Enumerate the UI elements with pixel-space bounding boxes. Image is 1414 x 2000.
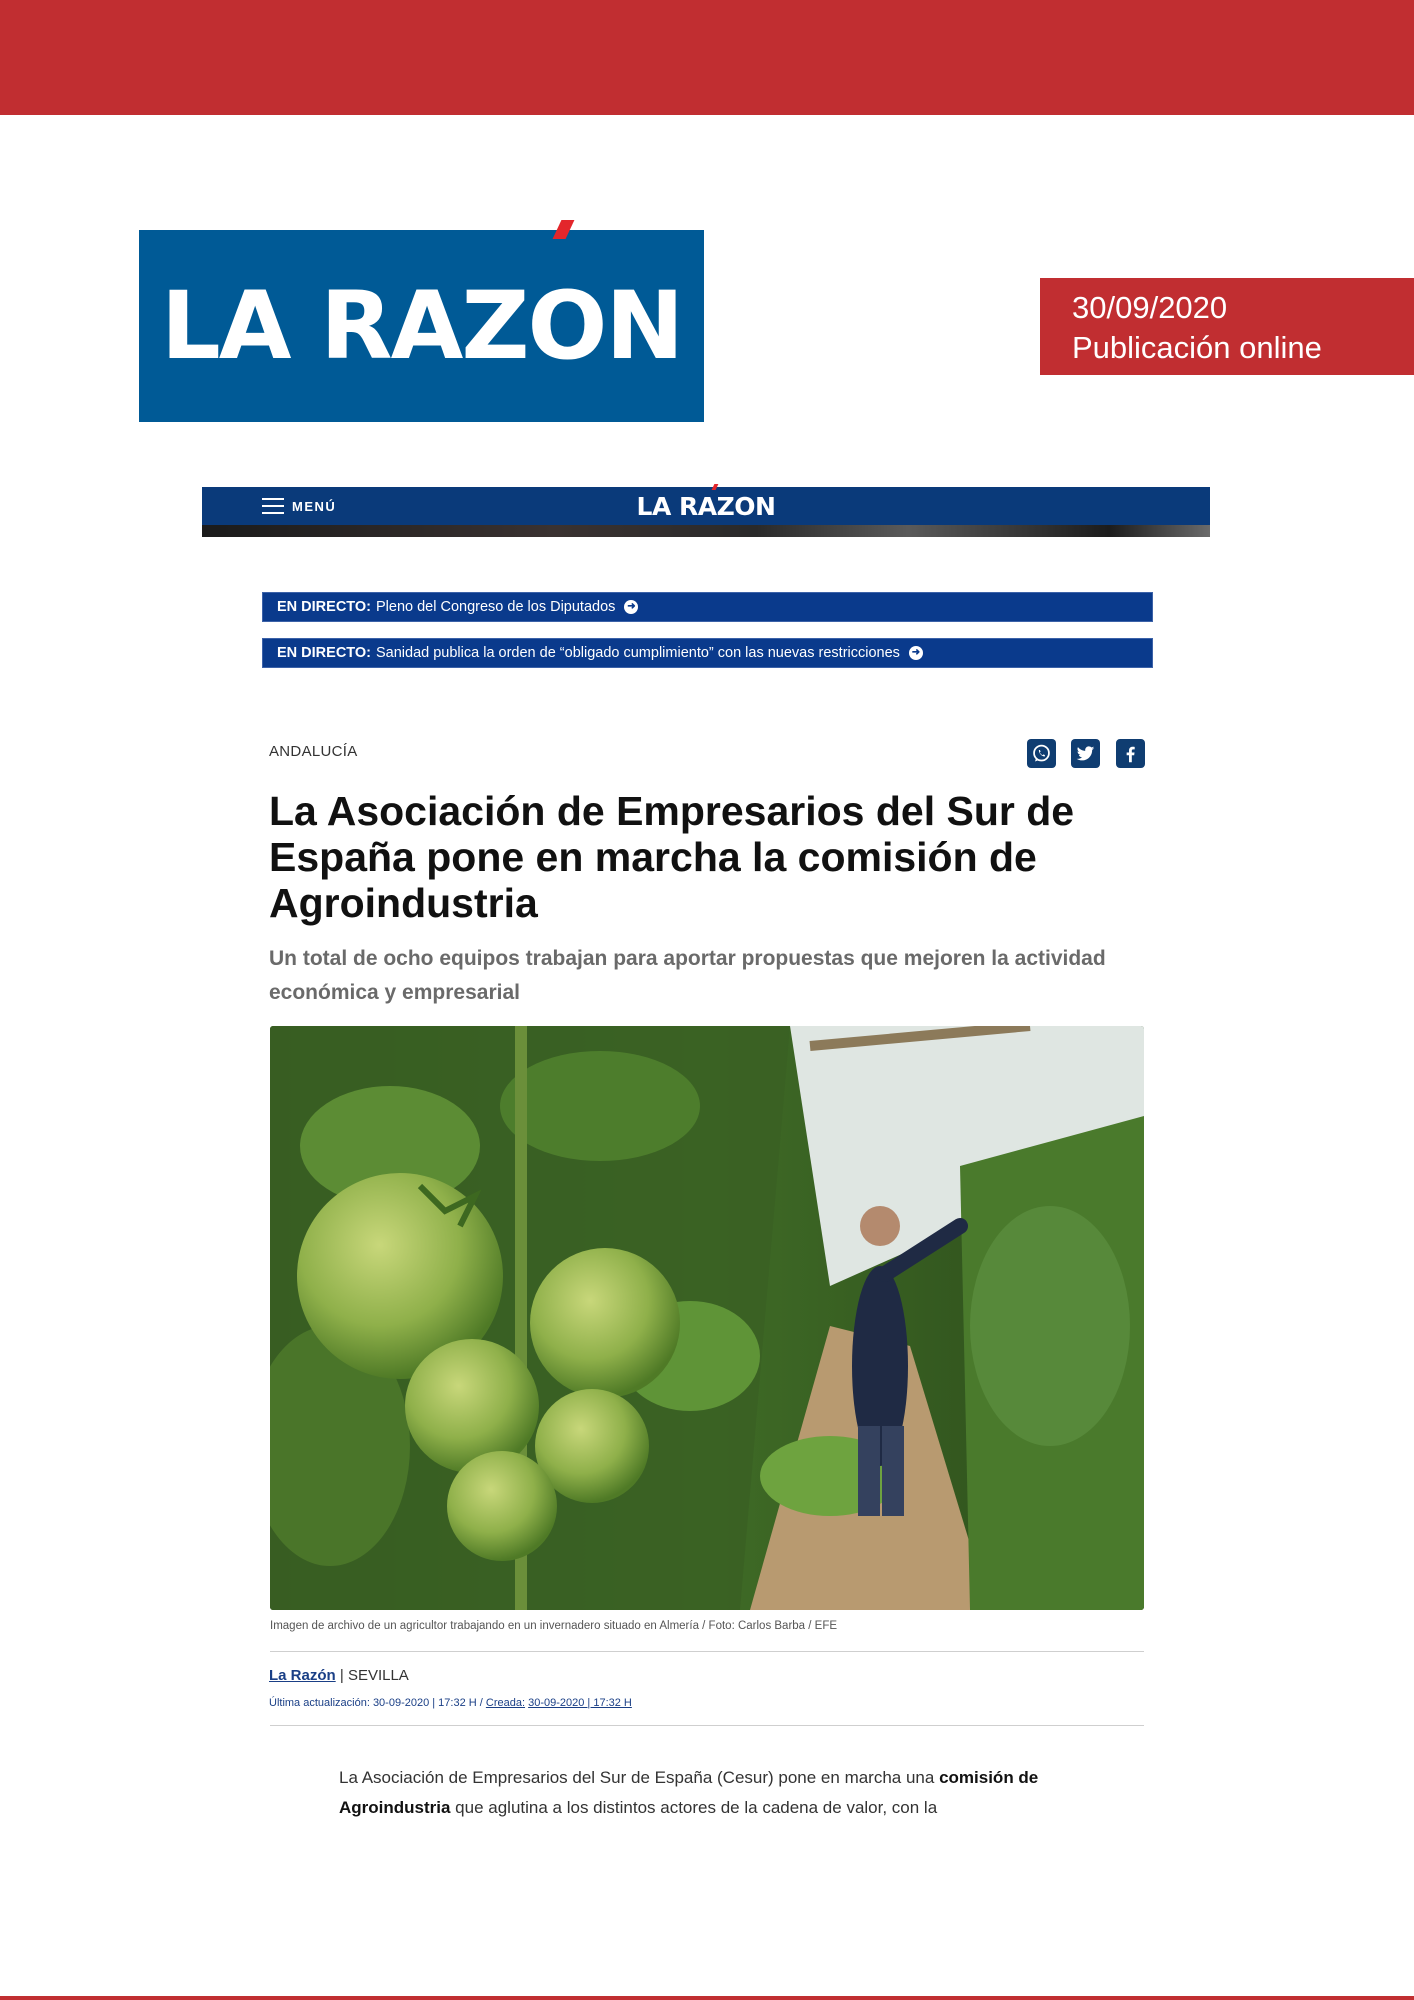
article-body-paragraph [339,1763,1099,1823]
twitter-icon [1075,743,1096,764]
article-dates [269,1697,632,1709]
live-text: Pleno del Congreso de los Diputados [376,599,616,615]
share-twitter-button[interactable] [1071,739,1100,768]
divider [270,1651,1144,1652]
share-whatsapp-button[interactable] [1027,739,1056,768]
body-text-part: que aglutina a los distintos actores de la cadena de valor, con la [450,1798,938,1817]
menu-label: MENÚ [292,498,337,514]
dates-separator: / [479,1697,483,1709]
section-label[interactable]: ANDALUCÍA [269,743,358,760]
photo-caption: Imagen de archivo de un agricultor trabajando en un invernadero situado en Almería / Foto: Carlos Barba / EFE [270,1620,838,1632]
header-image-strip [202,525,1210,537]
logo-accent-icon [553,220,575,239]
whatsapp-icon [1031,743,1052,764]
logo-text: LA RAZON [160,271,683,381]
byline-separator: | [339,1667,344,1684]
share-facebook-button[interactable] [1116,739,1145,768]
live-prefix: EN DIRECTO: [277,599,371,615]
live-prefix: EN DIRECTO: [277,645,371,661]
byline [269,1667,409,1684]
site-logo-accent-icon [712,484,719,490]
updated-label: Última actualización: [269,1697,370,1709]
menu-button[interactable] [262,492,336,520]
clipping-type: Publicación online [1072,330,1322,365]
clipping-date-badge [1040,278,1414,375]
top-band [0,0,1414,115]
site-logo-link[interactable] [600,487,812,525]
created-label: Creada: [485,1697,526,1709]
live-banner-sanidad[interactable] [262,638,1153,668]
author-link[interactable]: La Razón [269,1667,336,1684]
article-photo [270,1026,1144,1610]
live-text: Sanidad publica la orden de “obligado cumplimiento” con las nuevas restricciones [376,645,900,661]
bottom-line [0,1996,1414,2000]
arrow-circle-icon: ➜ [624,600,638,614]
byline-location: SEVILLA [347,1667,409,1684]
created-value: 30-09-2020 | 17:32 H [528,1697,632,1709]
hamburger-icon [262,498,284,514]
body-text-part: La Asociación de Empresarios del Sur de España (Cesur) pone en marcha una [339,1768,940,1787]
la-razon-logo [139,230,704,422]
live-banner-congreso[interactable] [262,592,1153,622]
body-text-bold: comisión de Agroindustria [339,1768,1039,1817]
article-title: La Asociación de Empresarios del Sur de España pone en marcha la comisión de Agroindustria [269,788,1075,926]
arrow-circle-icon: ➜ [909,646,923,660]
divider [270,1725,1144,1726]
facebook-icon [1120,743,1141,764]
article-subtitle: Un total de ocho equipos trabajan para aportar propuestas que mejoren la actividad económica y empresarial [269,947,1106,1004]
site-logo-text: LA RAZON [636,491,776,521]
updated-value: 30-09-2020 | 17:32 H [372,1697,477,1709]
clipping-date: 30/09/2020 [1072,290,1228,325]
